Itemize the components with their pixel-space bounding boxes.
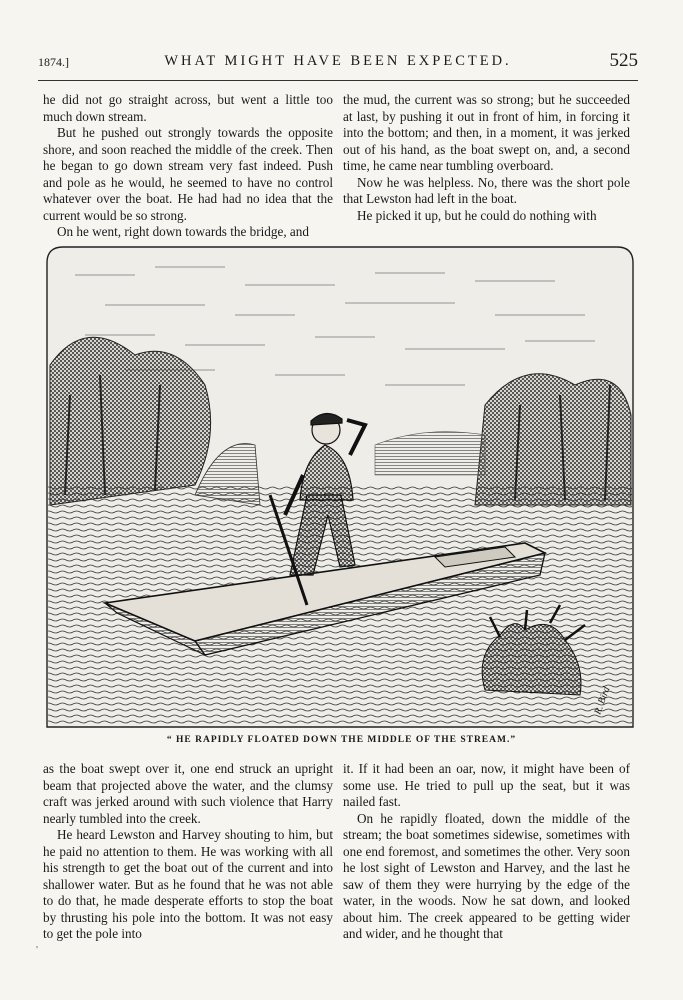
paragraph: On he rapidly floated, down the middle of the stream; the boat sometimes sidewise, sometimes with one end foremost, and sometimes the other. Very soon he lost sight of Lewston and Harvey, and the last he saw of them they were hurrying by the edge of the water, in the woods. Now he sat down, and looked about him. The creek appeared to be getting wider and wider, and he thought that bbox=[343, 810, 630, 941]
column-top-left bbox=[43, 92, 333, 241]
header-title: WHAT MIGHT HAVE BEEN EXPECTED. bbox=[164, 53, 512, 69]
page-number: 525 bbox=[609, 50, 638, 71]
paragraph: On he went, right down towards the bridge, and bbox=[57, 224, 309, 239]
paragraph: He picked it up, but he could do nothing with bbox=[357, 207, 597, 223]
column-top-right bbox=[343, 92, 630, 224]
running-header bbox=[38, 50, 638, 78]
footer-mark: ' bbox=[36, 944, 38, 956]
paragraph: Now he was helpless. No, there was the short pole that Lewston had left in the boat. bbox=[343, 174, 630, 206]
artist-signature: R. Bird bbox=[592, 685, 613, 717]
paragraph: he did not go straight across, but went a little too much down stream. bbox=[43, 92, 333, 124]
paragraph: But he pushed out strongly towards the opposite shore, and soon reached the middle of the creek. Then he began to go down stream very fast indeed. Push and pole as he would, he seemed to have no control whatever over the boat. He had had no idea that the current would be so strong. bbox=[43, 125, 333, 223]
illustration-caption: “ HE RAPIDLY FLOATED DOWN THE MIDDLE OF THE STREAM.” bbox=[166, 735, 517, 745]
paragraph: it. If it had been an oar, now, it might have been of some use. He tried to pull up the seat, but it was nailed fast. bbox=[343, 761, 630, 809]
paragraph: as the boat swept over it, one end struck an upright beam that projected above the water, and the clumsy craft was jerked around with such violence that Harry nearly tumbled into the creek. bbox=[43, 761, 333, 826]
column-bottom-right bbox=[343, 761, 630, 943]
paragraph: He heard Lewston and Harvey shouting to him, but he paid no attention to them. He was working with all his strength to get the boat out of the current and into shallower water. But as he found that he was not able to do that, he made desperate efforts to stop the boat by thrusting his pole into the bottom. It was not easy to get the pole into bbox=[43, 827, 333, 941]
paragraph: the mud, the current was so strong; but he succeeded at last, by pushing it out in front of him, in forcing it into the bottom; and then, in a moment, it was jerked out of his hand, as the boat swept on, and, a second time, he came near tumbling overboard. bbox=[343, 92, 630, 173]
column-bottom-left bbox=[43, 761, 333, 943]
header-rule bbox=[38, 80, 638, 81]
header-year: 1874.] bbox=[38, 55, 69, 69]
boat-engraving bbox=[45, 245, 635, 729]
